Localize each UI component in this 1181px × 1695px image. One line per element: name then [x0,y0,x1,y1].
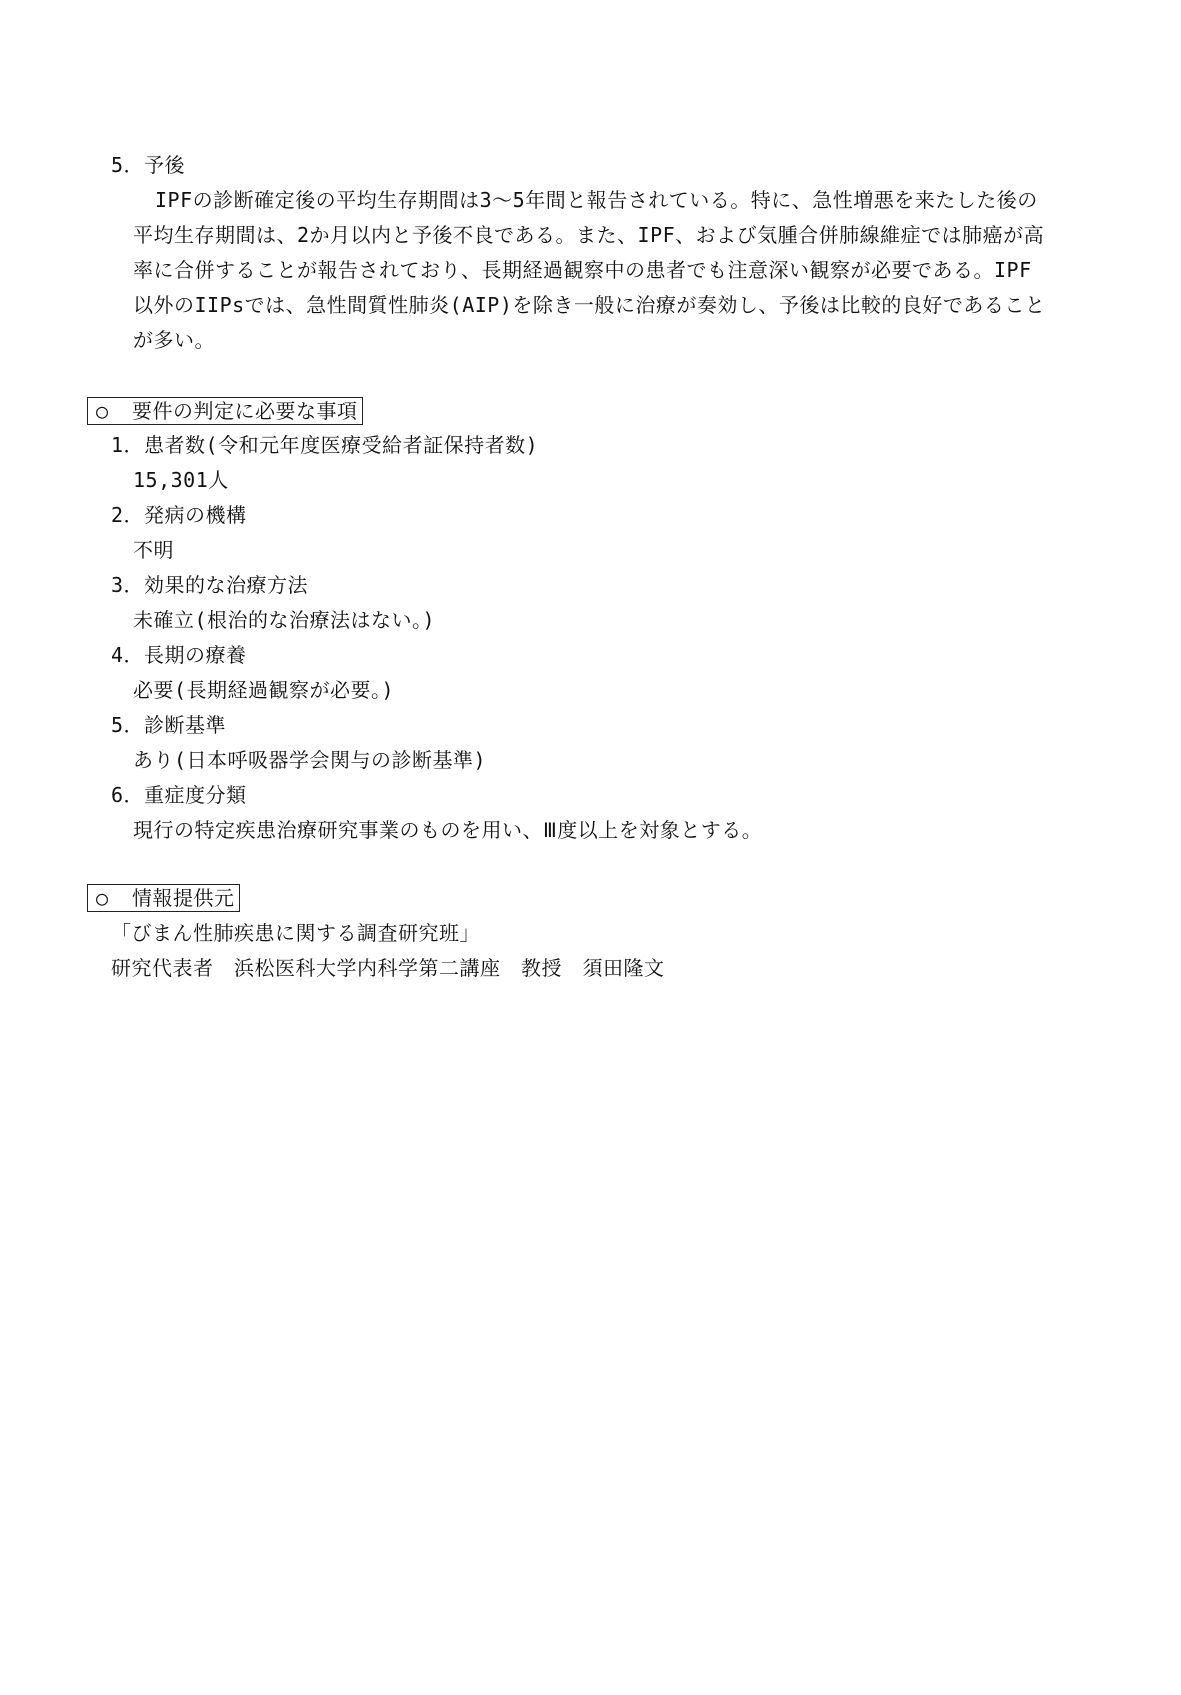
requirements-title: 要件の判定に必要な事項 [132,399,358,423]
requirement-value: 必要(長期経過観察が必要。) [133,678,395,702]
requirement-label: 4．長期の療養 [111,643,247,667]
prognosis-paragraph-line: 率に合併することが報告されており、長期経過観察中の患者でも注意深い観察が必要である。IPF [133,258,1032,282]
requirement-value: 15,301人 [133,468,229,492]
prognosis-paragraph-line: が多い。 [133,328,215,352]
requirement-value: あり(日本呼吸器学会関与の診断基準) [133,748,487,772]
prognosis-heading: 5．予後 [111,153,186,177]
requirement-value: 現行の特定疾患治療研究事業のものを用い、Ⅲ度以上を対象とする。 [133,818,763,842]
requirement-label: 5．診断基準 [111,713,227,737]
circle-icon: ○ [96,886,109,910]
source-title: 情報提供元 [132,886,235,910]
requirement-value: 不明 [133,538,174,562]
source-heading [87,884,240,912]
research-group-name: 「びまん性肺疾患に関する調査研究班」 [111,921,480,945]
requirement-value: 未確立(根治的な治療法はない。) [133,608,436,632]
requirement-label: 1．患者数(令和元年度医療受給者証保持者数) [111,433,539,457]
prognosis-paragraph-line: 以外のIIPsでは、急性間質性肺炎(AIP)を除き一般に治療が奏効し、予後は比較的良好であること [133,293,1046,317]
circle-icon: ○ [96,399,109,423]
prognosis-paragraph-line: IPFの診断確定後の平均生存期間は3～5年間と報告されている。特に、急性増悪を来たした後の [155,188,1038,212]
requirement-label: 3．効果的な治療方法 [111,573,309,597]
research-representative: 研究代表者 浜松医科大学内科学第二講座 教授 須田隆文 [111,956,665,980]
requirements-heading [87,397,363,425]
requirement-label: 2．発病の機構 [111,503,247,527]
prognosis-paragraph-line: 平均生存期間は、2か月以内と予後不良である。また、IPF、および気腫合併肺線維症では肺癌が高 [133,223,1045,247]
requirement-label: 6．重症度分類 [111,783,247,807]
